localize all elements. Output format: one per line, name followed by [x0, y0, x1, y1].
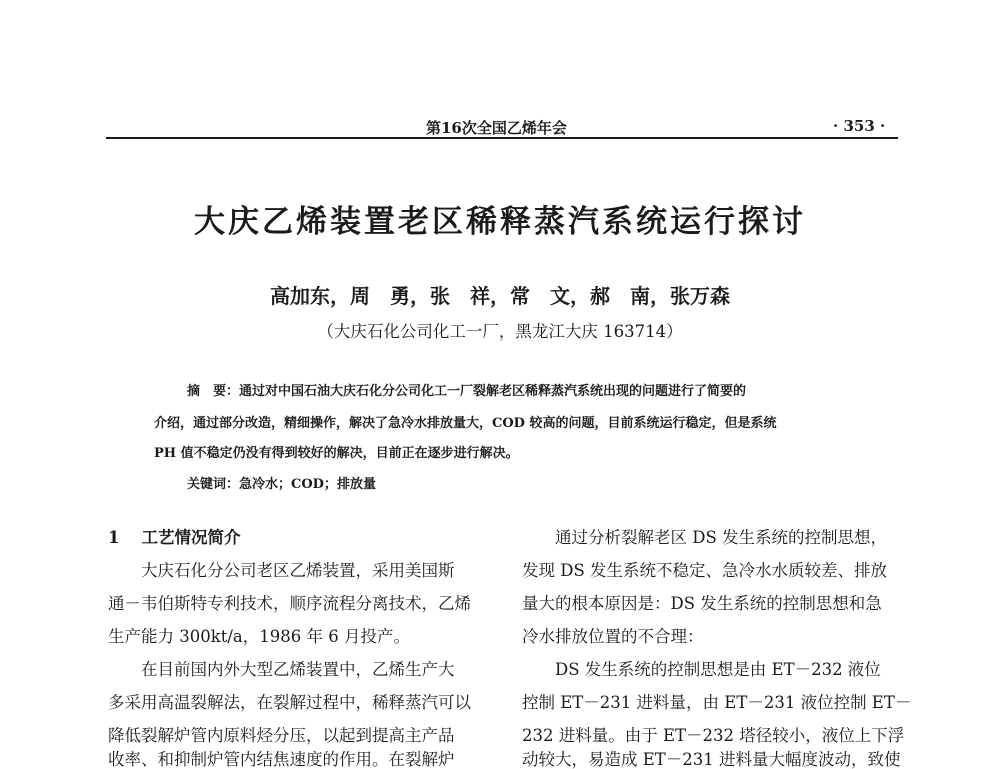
left-text-line: 生产能力 300kt/a，1986 年 6 月投产。: [108, 627, 410, 646]
right-text-line: 冷水排放位置的不合理：: [522, 627, 704, 646]
right-text-line: 量大的根本原因是：DS 发生系统的控制思想和急: [522, 594, 882, 613]
running-header-conference: 第16次全国乙烯年会: [426, 119, 567, 137]
page-number: · 353 ·: [833, 117, 886, 135]
right-text-line: 232 进料量。由于 ET－232 塔径较小，液位上下浮: [522, 726, 905, 745]
abstract-line-2: 介绍，通过部分改造，精细操作，解决了急冷水排放量大，COD 较高的问题，目前系统运行稳定，但是系统: [154, 416, 777, 431]
abstract-label: 摘 要：: [187, 384, 240, 399]
keywords-text: 急冷水；COD；排放量: [239, 477, 376, 492]
left-text-line: 在目前国内外大型乙烯装置中，乙烯生产大: [108, 660, 455, 679]
left-text-line: 通－韦伯斯特专利技术，顺序流程分离技术，乙烯: [108, 594, 471, 613]
right-text-line: 控制 ET－231 进料量，由 ET－231 液位控制 ET－: [522, 693, 912, 712]
section-heading: [108, 530, 240, 547]
left-text-line: 降低裂解炉管内原料烃分压，以起到提高主产品: [108, 726, 455, 745]
abstract-line-3: PH 值不稳定仍没有得到较好的解决，目前正在逐步进行解决。: [154, 446, 519, 461]
keywords-label: 关键词：: [187, 477, 240, 492]
author-list: 高加东，周 勇，张 祥，常 文，郝 南，张万森: [270, 284, 730, 308]
right-text-line: 动较大，易造成 ET－231 进料量大幅度波动，致使: [522, 750, 901, 769]
header-rule: [106, 137, 898, 139]
keywords-line: [187, 473, 376, 492]
paper-title: 大庆乙烯装置老区稀释蒸汽系统运行探讨: [194, 204, 806, 240]
left-text-line: 收率、和抑制炉管内结焦速度的作用。在裂解炉: [108, 750, 455, 769]
section-number: 1: [108, 528, 120, 547]
right-text-line: DS 发生系统的控制思想是由 ET－232 液位: [522, 660, 881, 679]
section-title: 工艺情况简介: [141, 528, 241, 547]
left-text-line: 大庆石化分公司老区乙烯装置，采用美国斯: [108, 561, 455, 580]
abstract-line-1: 摘 要：通过对中国石油大庆石化分公司化工一厂裂解老区稀释蒸汽系统出现的问题进行了简要的: [187, 384, 747, 399]
affiliation: （大庆石化公司化工一厂，黑龙江大庆 163714）: [317, 322, 683, 341]
left-text-line: 多采用高温裂解法，在裂解过程中，稀释蒸汽可以: [108, 693, 471, 712]
right-text-line: 发现 DS 发生系统不稳定、急冷水水质较差、排放: [522, 561, 888, 580]
right-text-line: 通过分析裂解老区 DS 发生系统的控制思想，: [522, 528, 888, 547]
